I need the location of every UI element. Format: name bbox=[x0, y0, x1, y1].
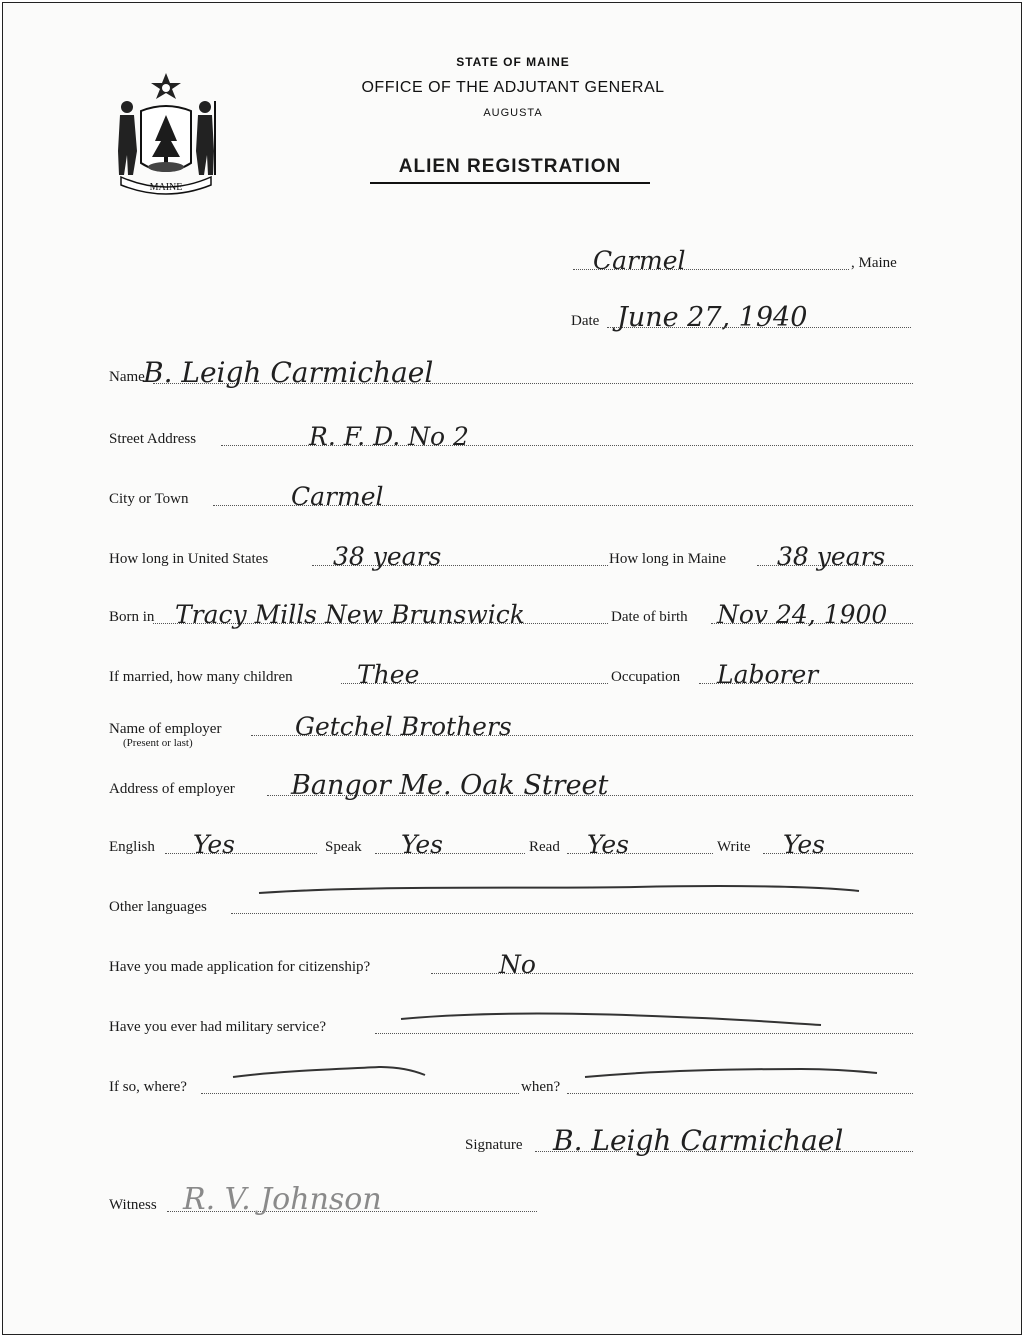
town-value: Carmel bbox=[593, 246, 686, 275]
speak-value[interactable]: Yes bbox=[401, 830, 443, 859]
signature-field[interactable] bbox=[465, 1124, 913, 1157]
born-in-label: Born in bbox=[109, 609, 155, 625]
employer-sublabel: (Present or last) bbox=[123, 737, 193, 749]
street-address-field[interactable] bbox=[109, 421, 913, 451]
children-value[interactable]: Thee bbox=[357, 660, 420, 689]
dash-stroke-military bbox=[397, 1005, 827, 1029]
read-label: Read bbox=[529, 839, 560, 855]
employer-address-value: Bangor Me. Oak Street bbox=[291, 770, 609, 801]
witness-label: Witness bbox=[109, 1197, 157, 1213]
signature-label: Signature bbox=[465, 1137, 523, 1153]
form-title: ALIEN REGISTRATION bbox=[370, 156, 650, 184]
when-label: when? bbox=[521, 1079, 561, 1095]
citizenship-value: No bbox=[499, 950, 536, 979]
read-value[interactable]: Yes bbox=[587, 830, 629, 859]
town-field[interactable] bbox=[563, 245, 913, 275]
date-of-birth-value[interactable]: Nov 24, 1900 bbox=[717, 600, 888, 629]
witness-value: R. V. Johnson bbox=[183, 1182, 382, 1217]
occupation-value[interactable]: Laborer bbox=[717, 660, 819, 689]
citizenship-label: Have you made application for citizenship? bbox=[109, 959, 371, 975]
english-value[interactable]: Yes bbox=[193, 830, 235, 859]
language-row bbox=[109, 829, 913, 859]
dash-stroke-other-languages bbox=[255, 877, 865, 901]
employer-label: Name of employer bbox=[109, 721, 222, 737]
header-state: STATE OF MAINE bbox=[456, 55, 570, 69]
seal-banner-text: MAINE bbox=[149, 182, 183, 193]
date-field[interactable] bbox=[571, 302, 913, 333]
city-value: Carmel bbox=[291, 482, 384, 511]
write-value[interactable]: Yes bbox=[783, 830, 825, 859]
born-in-value[interactable]: Tracy Mills New Brunswick bbox=[175, 600, 525, 629]
dash-stroke-when bbox=[581, 1061, 881, 1083]
how-long-maine-value[interactable]: 38 years bbox=[777, 542, 886, 571]
citizenship-field[interactable] bbox=[109, 949, 913, 979]
employer-value: Getchel Brothers bbox=[295, 712, 512, 741]
date-value: June 27, 1940 bbox=[617, 302, 808, 333]
employer-address-label: Address of employer bbox=[109, 781, 235, 797]
employer-field[interactable] bbox=[109, 711, 913, 741]
born-row bbox=[109, 599, 913, 629]
english-label: English bbox=[109, 839, 155, 855]
employer-address-field[interactable] bbox=[109, 770, 913, 801]
how-long-row bbox=[109, 541, 913, 571]
alien-registration-form bbox=[2, 2, 1022, 1335]
street-address-label: Street Address bbox=[109, 431, 197, 447]
maine-label: , Maine bbox=[851, 255, 897, 271]
name-field[interactable] bbox=[109, 356, 913, 389]
date-label: Date bbox=[571, 313, 600, 329]
how-long-us-label: How long in United States bbox=[109, 551, 269, 567]
street-address-value: R. F. D. No 2 bbox=[309, 422, 469, 451]
dash-stroke-where bbox=[229, 1061, 429, 1083]
military-label: Have you ever had military service? bbox=[109, 1019, 326, 1035]
name-label: Name bbox=[109, 369, 145, 385]
children-row bbox=[109, 659, 913, 689]
how-long-us-value[interactable]: 38 years bbox=[333, 542, 442, 571]
where-label: If so, where? bbox=[109, 1079, 187, 1095]
occupation-label: Occupation bbox=[611, 669, 681, 685]
city-field[interactable] bbox=[109, 481, 913, 511]
header-office: OFFICE OF THE ADJUTANT GENERAL bbox=[361, 79, 665, 96]
how-long-maine-label: How long in Maine bbox=[609, 551, 727, 567]
other-languages-label: Other languages bbox=[109, 899, 207, 915]
city-label: City or Town bbox=[109, 491, 189, 507]
date-of-birth-label: Date of birth bbox=[611, 609, 688, 625]
name-value: B. Leigh Carmichael bbox=[143, 356, 434, 389]
signature-value: B. Leigh Carmichael bbox=[553, 1124, 844, 1157]
witness-field[interactable] bbox=[109, 1182, 537, 1217]
header-city: AUGUSTA bbox=[483, 107, 543, 119]
write-label: Write bbox=[717, 839, 751, 855]
children-label: If married, how many children bbox=[109, 669, 293, 685]
speak-label: Speak bbox=[325, 839, 362, 855]
